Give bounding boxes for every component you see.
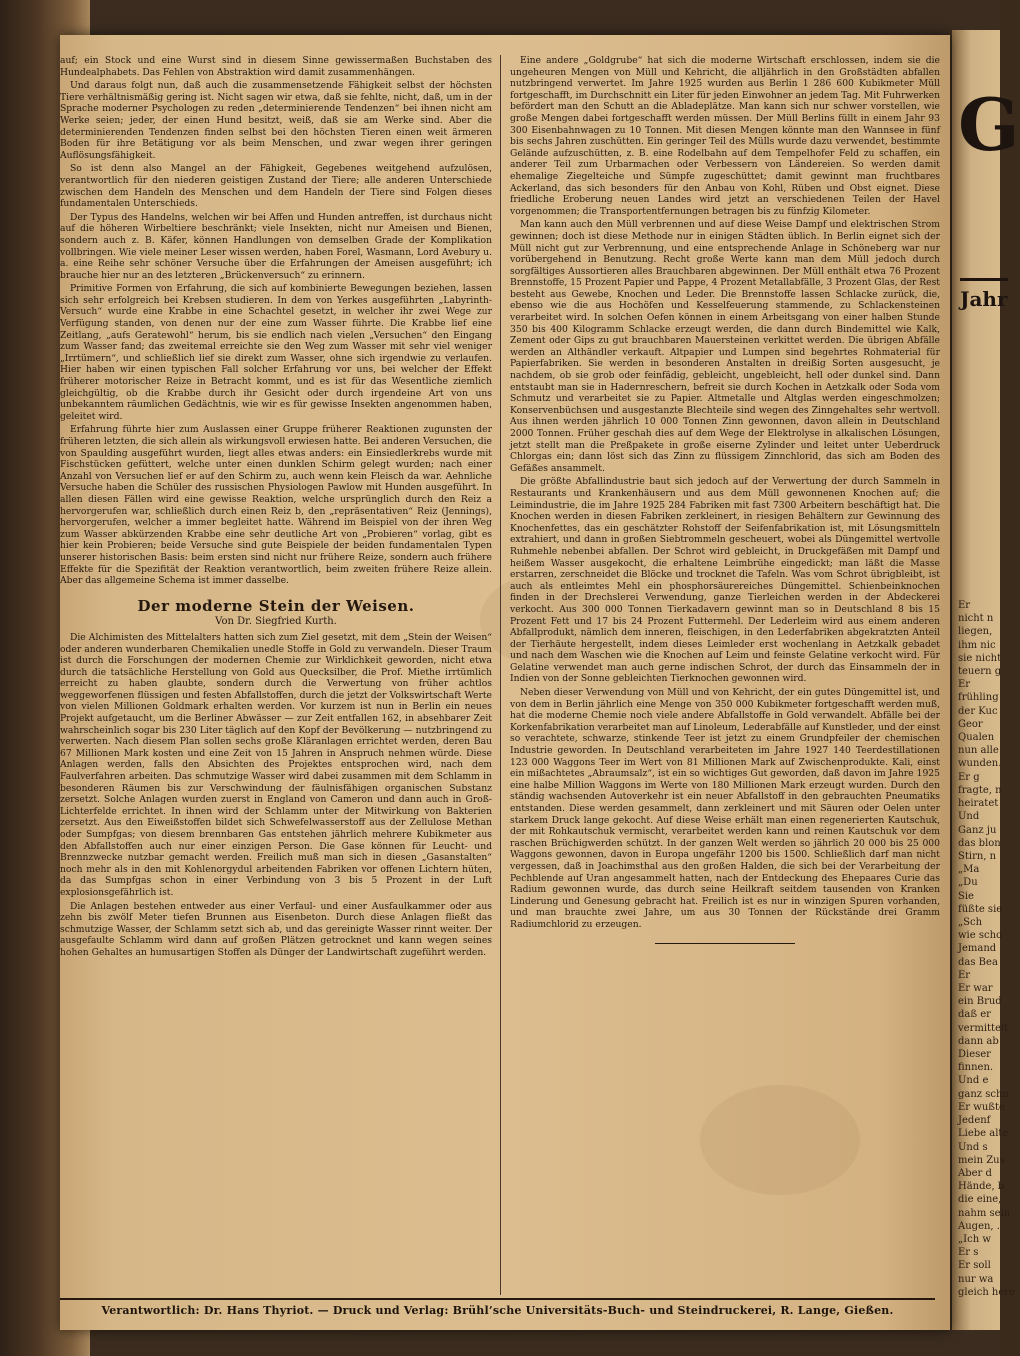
next-page-fragment: Liebe alte bbox=[958, 1128, 1009, 1139]
next-page-fragment: Er soll bbox=[958, 1260, 991, 1271]
next-page-fragment: fragte, n bbox=[958, 785, 1002, 796]
next-page-fragment: Er bbox=[958, 600, 971, 611]
article-author: Von Dr. Siegfried Kurth. bbox=[215, 616, 337, 628]
paragraph: Die Anlagen bestehen entweder aus einer Verfaul- und einer Ausfaulkammer oder aus zehn bis zwölf Meter tiefen Brunnen aus Eisenbeton. Durch diese Anlagen fließt das schmutzige Wasser, der Schlamm setzt sich ab, und das gereinigte Wasser rinnt weiter. Der ausgefaulte Schlamm wird dann auf großen Plätzen getrocknet und kann wegen seines hohen Gehaltes an humusartigen Stoffen als Dünger der Landwirtschaft zugeführt werden. bbox=[60, 900, 492, 958]
paragraph: Die Alchimisten des Mittelalters hatten sich zum Ziel gesetzt, mit dem „Stein der Weisen“ oder anderen wunderbaren Chemikalien unedle Stoffe in Gold zu verwandeln. Dieser Traum ist durch die Forschungen der modernen Chemie zur Wirklichkeit geworden, nicht etwa durch die tatsächliche Herstellung von Gold aus Quecksilber, die Prof. Miethe irrtümlich erreicht zu haben glaubte, sondern durch die Verwertung von früher achtlos weggeworfenen flüssigen und festen Abfallstoffen, durch die jetzt der Volkswirtschaft Werte von vielen Millionen Goldmark erhalten werden. Vor kurzem ist nun in Berlin ein neues Projekt aufgetaucht, um die Berliner Abwässer — zur Zeit entfallen 162, in absehbarer Zeit wahrscheinlich sogar bis 230 Liter täglich auf den Kopf der Bevölkerung — nutzbringend zu verwerten. Nach diesem Plan sollen sechs große Kläranlagen errichtet werden, deren Bau 67 Millionen Mark kosten und eine Zeit von 15 Jahren in Anspruch nehmen würde. Diese Anlagen werden, falls den Absichten des Projektes entsprochen wird, nach dem Faulverfahren arbeiten. Das schmutzige Wasser wird dabei zusammen mit dem Schlamm in besonderen Räumen bis zur Verschwindung der fäulnisfähigen organischen Substanz zersetzt. Solche Anlagen wurden zuerst in England von Cameron und dann auch in Groß-Lichterfelde errichtet. In ihnen wird der Schlamm unter der Mitwirkung von Bakterien zersetzt. Aus den Eiweißstoffen bildet sich Schwefelwasserstoff aus der Zellulose Methan oder Sumpfgas; von diesem brennbaren Gas entstehen jährlich mehrere Kubikmeter aus den Abfallstoffen auch nur einer einzigen Person. Die Gase können für Leucht- und Brennzwecke nutzbar gemacht werden. Freilich muß man sich in diesen „Gasanstalten“ noch mehr als in den mit Kohlenorgydul arbeitenden Fabriken vor offenen Lichtern hüten, da das Sumpfgas schon in einer Verbindung von 3 bis 5 Prozent in der Luft explosionsgefährlich ist. bbox=[60, 631, 492, 898]
next-page-fragment: Ganz ju bbox=[958, 825, 997, 836]
next-page-fragment: „Sch bbox=[958, 917, 983, 928]
next-page-fragment: nur wa bbox=[958, 1274, 994, 1285]
next-page-fragment: daß er bbox=[958, 1009, 991, 1020]
next-page-fragment: Jemand bbox=[958, 943, 997, 954]
paper-stain bbox=[700, 1085, 860, 1195]
next-page-initial: G bbox=[958, 82, 1020, 167]
next-page-fragment: nahm sein bbox=[958, 1208, 1011, 1219]
paragraph: Die größte Abfallindustrie baut sich jedoch auf der Verwertung der durch Sammeln in Restaurants und Krankenhäusern und aus dem Müll gewonnenen Knochen auf; die Leimindustrie, die im Jahre 1925 284 Fabriken mit fast 7300 Arbeitern beschäftigt hat. Die Knochen werden in diesen Fabriken zerkleinert, in riesigen Behältern zur Gewinnung des Knochenfettes, das ein geschätzter Rohstoff der Seifenfabrikation ist, mit Lösungsmitteln extrahiert, und dann in großen Siebtrommeln gescheuert, wobei als Düngemittel wertvolle Ruhmehle nebenbei abfallen. Der Schrot wird gebleicht, in Druckgefäßen mit Dampf und heißem Wasser ausgekocht, die erhaltene Leimbrühe eingedickt; man läßt die Masse erstarren, zerschneidet die Blöcke und trocknet die Tafeln. Was vom Schrot übrigbleibt, ist auch als entleimtes Mehl ein phosphorsäurereiches Düngemittel. Schienbeinknochen finden in der Drechslerei Verwendung, ganze Tierleichen werden in der Abdeckerei verkocht. Aus 300 000 Tonnen Tierkadavern gewinnt man so in Deutschland 8 bis 15 Prozent Fett und 17 bis 24 Prozent Futtermehl. Der Lederleim wird aus einem anderen Abfallprodukt, nämlich dem inneren, fleischigen, in den Lederfabriken abgekratzten Anteil der Tierhäute hergestellt, indem dieses Leimleder erst wochenlang in Aetzkalk gebadet und nach dem Waschen wie die Knochen auf Leim und feinste Gelatine verkocht wird. Für Gelatine verwendet man auch gerne indischen Schrot, der durch das Einsammeln der in Indien von der Sonne gebleichten Tierknochen gewonnen wird. bbox=[510, 476, 940, 685]
right-column bbox=[510, 55, 940, 944]
imprint-footer: Verantwortlich: Dr. Hans Thyriot. — Druck und Verlag: Brühl’sche Universitäts-Buch- und Steindruckerei, R. Lange, Gießen. bbox=[101, 1304, 894, 1317]
next-page-fragment: heiratet bbox=[958, 798, 999, 809]
next-page-fragment: nicht n bbox=[958, 613, 994, 624]
next-page-fragment: ihm nic bbox=[958, 640, 996, 651]
next-page-fragment: Augen, . bbox=[958, 1221, 1000, 1232]
next-page-fragment: mein Zus bbox=[958, 1155, 1005, 1166]
paragraph: Neben dieser Verwendung von Müll und von Kehricht, der ein gutes Düngemittel ist, und von dem in Berlin jährlich eine Menge von 350 000 Kubikmeter fortgeschafft werden muß, hat die moderne Chemie noch viele andere Abfallstoffe in Gold verwandelt. Abfälle bei der Korkenfabrikation verarbeitet man auf Linoleum, Lederabfälle auf Kunstleder, und der einst so verachtete, schwarze, stinkende Teer ist jetzt zu einem Grundpfeiler der chemischen Industrie geworden. In Deutschland verarbeiteten im Jahre 1927 140 Teerdestillationen 123 000 Waggons Teer im Wert von 81 Millionen Mark auf Zwischenprodukte. Kali, einst ein mißachtetes „Abraumsalz“, ist ein so wichtiges Gut geworden, daß davon im Jahre 1925 eine halbe Million Waggons im Werte von 180 Millionen Mark erzeugt wurden. Durch den ständig wachsenden Autoverkehr ist ein neuer Abfallstoff in den gebrauchten Pneumatiks entstanden. Diese werden gesammelt, dann zerkleinert und mit Säuren oder Oelen unter starkem Druck lange gekocht. Auf diese Weise erhält man einen regenerierten Kautschuk, der mit Rohkautschuk vermischt, verarbeitet werden kann und reinen Kautschuk vor dem raschen Brüchigwerden schützt. In der ganzen Welt werden so jährlich 20 000 bis 25 000 Waggons gewonnen, davon in Europa ungefähr 1200 bis 1500. Schließlich darf man nicht vergessen, daß in Joachimsthal aus den großen Halden, die sich bei der Verarbeitung der Pechblende auf Uran angesammelt hatten, nach der Entdeckung des Ehepaares Curie das Radium gewonnen wurde, das durch seine Heilkraft seitdem tausenden von Kranken Linderung und Genesung gebracht hat. Freilich ist es nur in winzigen Spuren vorhanden, und man brauchte zwei Jahre, um aus 30 Tonnen der Rückstände drei Gramm Radiumchlorid zu erzeugen. bbox=[510, 687, 940, 930]
next-page-fragment: Er s bbox=[958, 1247, 979, 1258]
next-page-fragment: Und bbox=[958, 811, 980, 822]
next-page-fragment: frühling bbox=[958, 692, 999, 703]
paragraph: Eine andere „Goldgrube“ hat sich die moderne Wirtschaft erschlossen, indem sie die ungeheuren Mengen von Müll und Kehricht, die alljährlich in den Großstädten abfallen nutzbringend verwertet. Im Jahre 1925 wurden aus Berlin 1 286 600 Kubikmeter Müll fortgeschafft, im Durchschnitt ein Liter für jeden Einwohner an jedem Tag. Mit Fuhrwerken befördert man den Schutt an die Abladeplätze. Man kann sich nur schwer vorstellen, wie große Mengen dabei fortgeschafft werden müssen. Der Müll Berlins füllt in einem Jahr 93 300 Eisenbahnwagen zu 10 Tonnen. Mit diesen Mengen könnte man den Wannsee in fünf bis sechs Jahren zuschütten. Ein geringer Teil des Mülls wurde dazu verwendet, bestimmte Gelände aufzuschütten, z. B. eine Rodelbahn auf dem Tempelhofer Feld zu schaffen, ein anderer Teil zum Urbarmachen oder Verbessern von Ländereien. So werden damit ehemalige Ziegelteiche und Sümpfe zugeschüttet; damit gewinnt man fruchtbares Ackerland, das sich besonders für den Anbau von Kohl, Rüben und Obst eignet. Diese friedliche Eroberung neuen Landes wird jetzt an verschiedenen Teilen der Havel vorgenommen; die Transportentfernungen betragen bis zu fünfzig Kilometer. bbox=[510, 55, 940, 217]
next-page-fragment: „Du bbox=[958, 877, 978, 888]
paragraph: Und daraus folgt nun, daß auch die zusammensetzende Fähigkeit selbst der höchsten Tiere verhältnismäßig gering ist. Nicht sagen wir etwa, daß sie fehlte, nicht, daß, um in der Sprache moderner Psychologen zu reden „determinierende Tendenzen“ bei ihnen nicht am Werke seien; jeder, der einen Hund besitzt, weiß, daß sie am Werke sind. Aber die determinierenden Tendenzen finden selbst bei den höchsten Tieren einen weit ärmeren Boden für ihre Betätigung vor als beim Menschen, und zwar wegen ihrer geringen Auflösungsfähigkeit. bbox=[60, 80, 492, 161]
next-page-fragment: Und s bbox=[958, 1142, 988, 1153]
next-page-fragment: das Bea bbox=[958, 957, 998, 968]
column-divider bbox=[500, 55, 501, 1295]
next-page-fragment: ein Brud bbox=[958, 996, 1002, 1007]
next-page-fragment: Er bbox=[958, 679, 971, 690]
next-page-fragment: vermittelt bbox=[958, 1023, 1009, 1034]
next-page-fragment: nun alle bbox=[958, 745, 999, 756]
next-page-fragment: Er bbox=[958, 970, 971, 981]
next-page-fragment: Aber d bbox=[958, 1168, 992, 1179]
next-page-fragment: dann ab bbox=[958, 1036, 999, 1047]
paragraph: Primitive Formen von Erfahrung, die sich auf kombinierte Bewegungen beziehen, lassen sich sehr erfolgreich bei Krebsen studieren. In dem von Yerkes ausgeführten „Labyrinth-Versuch“ wurde eine Krabbe in eine Schachtel gesetzt, in welcher ihr zwei Wege zur Verfügung standen, von denen nur der eine zum Wasser führte. Die Krabbe lief eine Zeitlang, „aufs Geratewohl“ herum, bis sie endlich nach vielen „Versuchen“ den Eingang zum Wasser fand; das zweitemal erreichte sie den Weg zum Wasser mit sehr viel weniger „Irrtümern“, und schließlich lief sie direkt zum Wasser, ohne sich irgendwie zu verlaufen. Hier haben wir einen typischen Fall solcher Erfahrung vor uns, bei welcher der Effekt früherer motorischer Reize in Betracht kommt, und es ist für das Wesentliche ziemlich gleichgültig, ob die Krabbe durch ihr Gesicht oder durch irgendeine Art von uns unbekanntem räumlichen Gedächtnis, wie wir es für gewisse Insekten angenommen haben, geleitet wird. bbox=[60, 283, 492, 422]
footer-rule bbox=[60, 1298, 935, 1300]
next-page-fragment: teuern g bbox=[958, 666, 1002, 677]
next-page-fragment: „Ich w bbox=[958, 1234, 991, 1245]
next-page-fragment: sie nicht bbox=[958, 653, 1002, 664]
next-page-strip bbox=[952, 30, 1020, 1330]
next-page-fragment: Geor bbox=[958, 719, 983, 730]
next-page-fragment: liegen, bbox=[958, 626, 993, 637]
next-page-fragment: Jedenf bbox=[958, 1115, 991, 1126]
next-page-fragment: finnen. bbox=[958, 1062, 994, 1073]
next-page-fragment: ganz schn bbox=[958, 1089, 1009, 1100]
next-page-fragment: „Ma bbox=[958, 864, 980, 875]
left-column bbox=[60, 55, 492, 961]
next-page-fragment: der Kuc bbox=[958, 706, 998, 717]
next-page-fragment: Und e bbox=[958, 1075, 989, 1086]
paragraph: Man kann auch den Müll verbrennen und auf diese Weise Dampf und elektrischen Strom gewinnen; doch ist diese Methode nur in einigen Städten üblich. In Berlin eignet sich der Müll nicht gut zur Verbrennung, und eine entsprechende Anlage in Schöneberg war nur vorübergehend in Benutzung. Recht große Werte kann man dem Müll jedoch durch sorgfältiges Aussortieren alles Brauchbaren abgewinnen. Der Müll enthält etwa 76 Prozent Brennstoffe, 15 Prozent Papier und Pappe, 4 Prozent Metallabfälle, 3 Prozent Glas, der Rest besteht aus Gewebe, Knochen und Leder. Die Brennstoffe lassen Schlacke zurück, die, ebenso wie die aus Hochöfen und Kesselfeuerung stammende, zu Schlackensteinen verarbeitet wird. In solchen Oefen können in einem Arbeitsgang von einer halben Stunde 350 bis 400 Kilogramm Schlacke erzeugt werden, die dann durch Bindemittel wie Kalk, Zement oder Gips zu gut brauchbaren Mauersteinen verkittet werden. Die übrigen Abfälle werden an Althändler verkauft. Altpapier und Lumpen sind begehrtes Rohmaterial für Papierfabriken. Sie werden in besonderen Anstalten in dreißig Sorten ausgesucht, je nachdem, ob sie grob oder feinfädig, gebleicht, ungebleicht, hell oder dunkel sind. Dann entstaubt man sie in Hadernreschern, befreit sie durch Kochen in Aetzkalk oder Soda vom Schmutz und verarbeitet sie zu Papier. Altmetalle und Altglas werden eingeschmolzen; Konservenbüchsen und ausgestanzte Blechteile sind wegen des Zinngehaltes sehr wertvoll. Aus ihnen werden jährlich 10 000 Tonnen Zinn gewonnen, davon allein in Deutschland 2000 Tonnen. Früher geschah dies auf dem Wege der Elektrolyse in alkalischen Lösungen, jetzt stellt man die Preßpakete in große eiserne Zylinder und leitet unter Ueberdruck Chlorgas ein; dann löst sich das Zinn zu flüssigem Zinnchlorid, das sich am Boden des Gefäßes ansammelt. bbox=[510, 219, 940, 474]
next-page-fragment: wie scho bbox=[958, 930, 1003, 941]
next-page-fragment: wunden. bbox=[958, 758, 1002, 769]
next-page-header: Jahr bbox=[960, 278, 1008, 311]
next-page-fragment: Sie bbox=[958, 891, 974, 902]
next-page-fragment: das blon bbox=[958, 838, 1001, 849]
next-page-fragment: Hände, b bbox=[958, 1181, 1005, 1192]
article-title: Der moderne Stein der Weisen. bbox=[137, 596, 415, 615]
paragraph: Der Typus des Handelns, welchen wir bei Affen und Hunden antreffen, ist durchaus nicht auf die höheren Wirbeltiere beschränkt; viele Insekten, nicht nur Ameisen und Bienen, sondern auch z. B. Käfer, können Handlungen von demselben Grade der Komplikation vollbringen. Wie viele meiner Leser wissen werden, haben Forel, Wasmann, Lord Avebury u. a. eine Reihe sehr schöner Versuche über die Erfahrungen der Ameisen ausgeführt; ich brauche hier nur an des letzteren „Brückenversuch“ zu erinnern. bbox=[60, 211, 492, 281]
next-page-fragment: Qualen bbox=[958, 732, 995, 743]
next-page-fragment: Dieser bbox=[958, 1049, 991, 1060]
end-rule bbox=[655, 943, 795, 944]
paragraph: Erfahrung führte hier zum Auslassen einer Gruppe früherer Reaktionen zugunsten der früheren letzten, die sich allein als wirkungsvoll erwiesen hatte. Bei anderen Versuchen, die von Spaulding ausgeführt wurden, liegt alles etwas anders: ein Einsiedlerkrebs wurde mit Fischstücken gefüttert, welche unter einen dunklen Schirm gelegt wurden; nach einer Anzahl von Versuchen lief er auf den Schirm zu, auch wenn kein Fleisch da war. Aehnliche Versuche haben die Schüler des russischen Physiologen Pawlow mit Hunden ausgeführt. In allen diesen Fällen wird eine gewisse Reaktion, welche ursprünglich durch den Reiz a hervorgerufen war, schließlich durch einen Reiz b, den „repräsentativen“ Reiz (Jennings), hervorgerufen, welcher a immer begleitet hatte. Während im Beispiel von der ihren Weg zum Wasser abkürzenden Krabbe eine sehr deutliche Art von „Probieren“ vorlag, gibt es hier kein Probieren; beide Versuche sind gute Beispiele der beiden fundamentalen Typen unserer historischen Basis: beim ersten sind nicht nur frühere Reize, sondern auch frühere Effekte für die Spezifität der Reaktion verantwortlich, beim zweiten frühere Reize allein. Aber das allgemeine Schema ist immer dasselbe. bbox=[60, 424, 492, 587]
next-page-fragment: Er wußte bbox=[958, 1102, 1005, 1113]
next-page-fragment: Er war bbox=[958, 983, 993, 994]
paragraph: So ist denn also Mangel an der Fähigkeit, Gegebenes weitgehend aufzulösen, verantwortlich für den niederen geistigen Zustand der Tiere; alle anderen Unterschiede zwischen dem Handeln des Menschen und dem Handeln der Tiere sind Folgen dieses fundamentalen Unterschieds. bbox=[60, 163, 492, 210]
next-page-fragment: Stirn, n bbox=[958, 851, 997, 862]
next-page-fragment: die eine, bbox=[958, 1194, 1002, 1205]
next-page-fragment: füßte sie bbox=[958, 904, 1003, 915]
next-page-fragment: gleich here bbox=[958, 1287, 1015, 1298]
paragraph: auf; ein Stock und eine Wurst sind in diesem Sinne gewissermaßen Buchstaben des Hundealphabets. Das Fehlen von Abstraktion wird damit zusammenhängen. bbox=[60, 55, 492, 78]
next-page-fragment: Er g bbox=[958, 772, 980, 783]
